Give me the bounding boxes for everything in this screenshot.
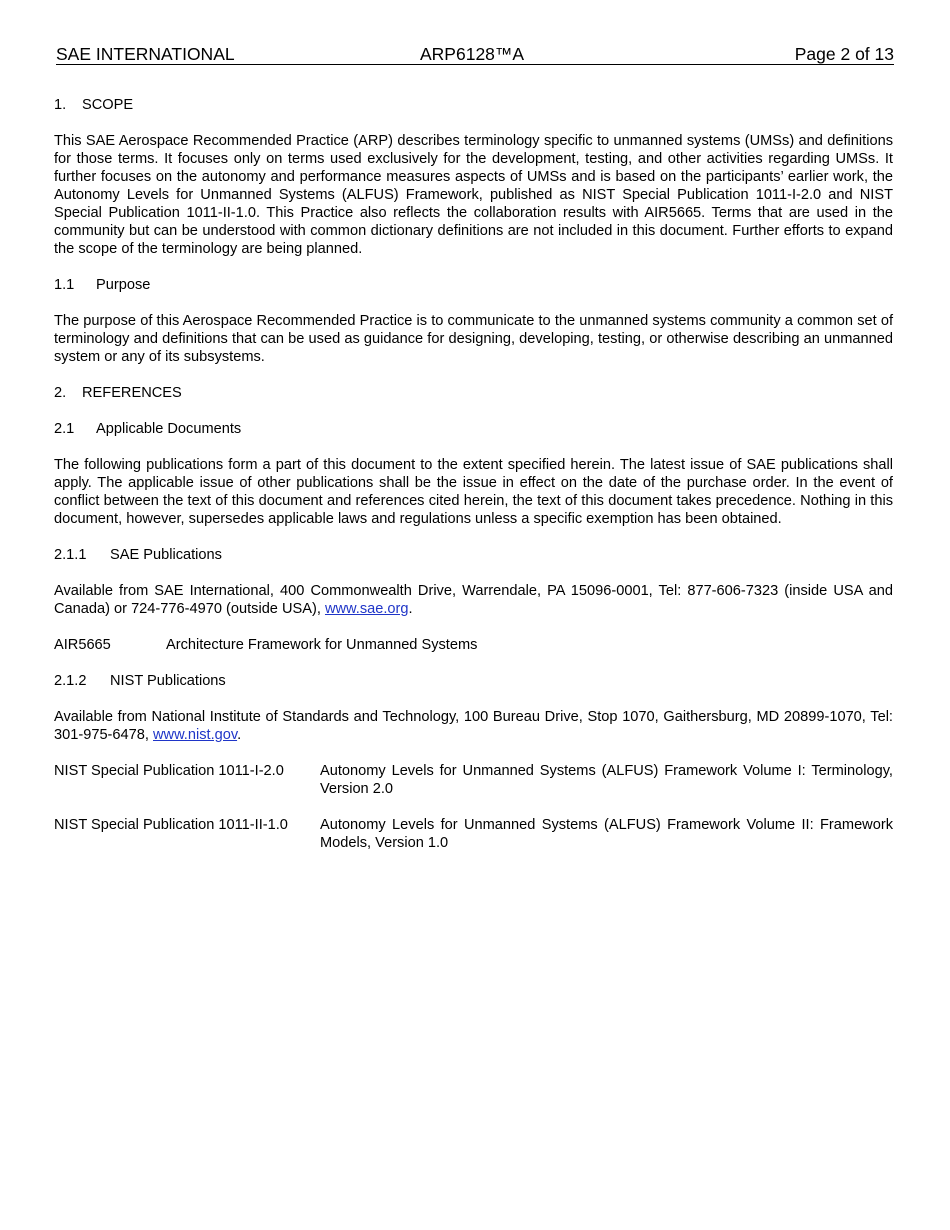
sae-availability-period: . xyxy=(408,601,413,617)
reference-code: NIST Special Publication 1011-I-2.0 xyxy=(54,763,284,779)
reference-entry xyxy=(54,762,893,798)
section-title: NIST Publications xyxy=(110,673,226,689)
header-document-number: ARP6128™A xyxy=(420,44,525,64)
reference-title: Architecture Framework for Unmanned Systems xyxy=(166,637,478,653)
nist-availability-paragraph xyxy=(54,708,893,744)
section-number: 2.1.1 xyxy=(54,547,87,563)
page-header xyxy=(56,44,894,65)
reference-code: NIST Special Publication 1011-II-1.0 xyxy=(54,817,288,833)
section-heading-sae-publications xyxy=(54,546,893,564)
section-heading-purpose xyxy=(54,276,893,294)
section-title: SCOPE xyxy=(82,97,134,113)
section-number: 2. xyxy=(54,385,67,401)
sae-website-link[interactable]: www.sae.org xyxy=(324,601,409,617)
applicable-documents-paragraph: The following publications form a part of this document to the extent specified herein. The latest issue of SAE publications shall apply. The applicable issue of other publications shall be the issue in effect on the date of the purchase order. In the event of conflict between the text of this document and references cited herein, the text of this document takes precedence. Nothing in this document, however, supersedes applicable laws and regulations unless a specific exemption has been obtained. xyxy=(54,457,893,527)
reference-title: Autonomy Levels for Unmanned Systems (ALFUS) Framework Volume I: Terminology, Version 2.0 xyxy=(320,763,893,797)
nist-availability-text: Available from National Institute of Standards and Technology, 100 Bureau Drive, Stop 1070, Gaithersburg, MD 20899-1070, Tel: 301-975-6478, xyxy=(54,709,893,743)
sae-availability-paragraph xyxy=(54,582,893,618)
nist-website-link[interactable]: www.nist.gov xyxy=(153,727,238,743)
reference-title: Autonomy Levels for Unmanned Systems (ALFUS) Framework Volume II: Framework Models, Version 1.0 xyxy=(320,817,893,851)
nist-availability-period: . xyxy=(237,727,242,743)
header-organization: SAE INTERNATIONAL xyxy=(56,44,235,64)
section-title: Applicable Documents xyxy=(96,421,242,437)
reference-entry xyxy=(54,816,893,852)
header-page-number: Page 2 of 13 xyxy=(794,44,894,64)
section-heading-references xyxy=(54,384,893,402)
section-number: 2.1.2 xyxy=(54,673,87,689)
section-number: 1.1 xyxy=(54,277,75,293)
section-heading-nist-publications xyxy=(54,672,893,690)
section-title: Purpose xyxy=(96,277,151,293)
section-number: 2.1 xyxy=(54,421,75,437)
section-number: 1. xyxy=(54,97,67,113)
scope-paragraph: This SAE Aerospace Recommended Practice (ARP) describes terminology specific to unmanned systems (UMSs) and definitions for those terms. It focuses only on terms used exclusively for the development, testing, and other activities regarding UMSs. It further focuses on the autonomy and performance measures aspects of UMSs and is based on the participants’ earlier work, the Autonomy Levels for Unmanned Systems (ALFUS) Framework, published as NIST Special Publication 1011-I-2.0 and NIST Special Publication 1011-II-1.0. This Practice also reflects the collaboration results with AIR5665. Terms that are used in the community but can be understood with common dictionary definitions are not included in this document. Further efforts to expand the scope of the terminology are being planned. xyxy=(54,133,893,257)
sae-availability-text: Available from SAE International, 400 Commonwealth Drive, Warrendale, PA 15096-0001, Tel: 877-606-7323 (inside USA and Canada) or 724-776-4970 (outside USA), xyxy=(54,583,893,617)
section-title: REFERENCES xyxy=(82,385,182,401)
section-heading-scope xyxy=(54,96,893,114)
section-title: SAE Publications xyxy=(110,547,222,563)
section-heading-applicable-documents xyxy=(54,420,893,438)
purpose-paragraph: The purpose of this Aerospace Recommended Practice is to communicate to the unmanned systems community a common set of terminology and definitions that can be used as guidance for designing, developing, testing, or otherwise describing an unmanned system or any of its subsystems. xyxy=(54,313,893,365)
reference-entry xyxy=(54,636,893,654)
reference-code: AIR5665 xyxy=(54,637,111,653)
document-body xyxy=(54,96,893,852)
